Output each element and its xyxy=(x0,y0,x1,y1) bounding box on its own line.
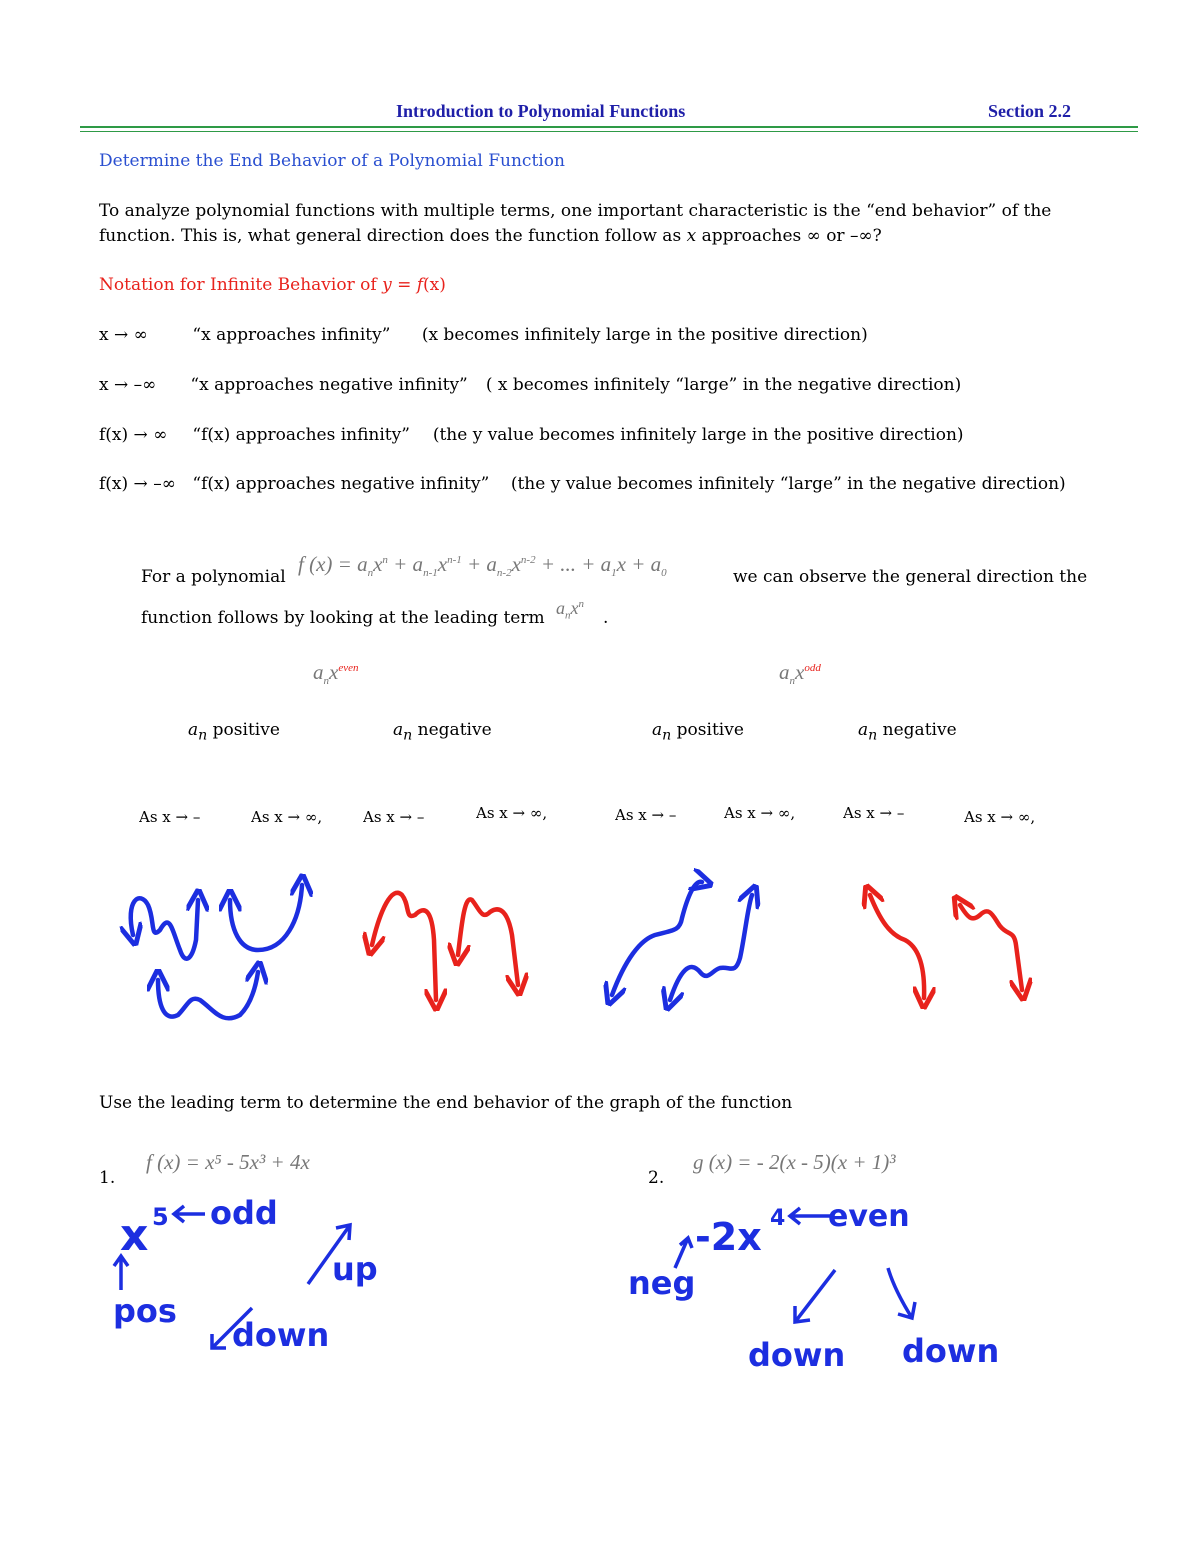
hand-exponent-2: 4 xyxy=(770,1206,786,1231)
as-label: As x → – xyxy=(843,804,905,822)
even-pos-curve xyxy=(230,885,302,950)
exercise-function-1: f (x) = x⁵ - 5x³ + 4x xyxy=(146,1150,310,1174)
hand-arrow-left-icon xyxy=(790,1208,830,1224)
section-label: Section 2.2 xyxy=(988,101,1071,121)
even-neg-curve xyxy=(372,893,436,1000)
as-label: As x → ∞, xyxy=(476,804,548,822)
hand-term-2: -2x xyxy=(695,1215,762,1259)
odd-pos-curve xyxy=(612,882,702,995)
polynomial-lead-end: we can observe the general direction the xyxy=(733,567,1088,587)
even-pos-curve xyxy=(158,972,258,1018)
col-odd-positive: $a_n$ positive xyxy=(652,720,744,744)
as-label: As x → ∞, xyxy=(964,808,1036,826)
odd-neg-curve xyxy=(870,895,924,998)
odd-term-label: $a_nx^{odd}$ xyxy=(779,660,821,688)
leading-term: $a_nx^n$ xyxy=(556,598,584,622)
polynomial-formula: f $(x) = a_nx^n + a_{n-1}x^{n-1} + a_{n-2}x^{n-2}$ + ... + $a_1x + a_0$ xyxy=(298,552,667,580)
notation-row: x → –∞ “x approaches negative infinity” ( x becomes infinitely “large” in the negative direction) xyxy=(99,375,962,395)
hand-up: up xyxy=(332,1250,378,1288)
polynomial-period: . xyxy=(603,608,609,628)
intro-line-2: function. This is, what general direction does the function follow as x approaches ∞ or –∞? xyxy=(99,226,882,246)
as-label: As x → ∞, xyxy=(724,804,796,822)
hand-arrow-downleft-icon xyxy=(795,1270,835,1322)
as-label: As x → – xyxy=(615,806,677,824)
hand-down-2: down xyxy=(748,1336,846,1374)
notation-row: x → ∞ “x approaches infinity” (x becomes infinitely large in the positive direction) xyxy=(99,325,868,345)
col-odd-negative: $a_n$ negative xyxy=(858,720,957,744)
exercise-number-1: 1. xyxy=(99,1168,116,1188)
hand-down-1: down xyxy=(232,1316,330,1354)
as-label: As x → – xyxy=(139,808,201,826)
odd-neg-curve xyxy=(960,905,1022,990)
even-term-label: $a_nx^{even}$ xyxy=(313,660,359,688)
even-neg-curve xyxy=(458,899,518,985)
exercise-function-2: g (x) = - 2(x - 5)(x + 1)³ xyxy=(693,1150,896,1174)
hand-term-1: x xyxy=(120,1210,149,1261)
hand-exponent-1: 5 xyxy=(152,1203,169,1231)
as-label: As x → – xyxy=(363,808,425,826)
hand-neg: neg xyxy=(628,1264,696,1302)
hand-arrow-downright-icon xyxy=(888,1268,915,1318)
hand-arrow-up-icon xyxy=(114,1256,128,1290)
hand-pos: pos xyxy=(113,1292,177,1330)
even-pos-curve xyxy=(131,898,198,958)
hand-odd: odd xyxy=(210,1194,278,1232)
polynomial-lead: For a polynomial xyxy=(141,567,286,587)
section-heading: Determine the End Behavior of a Polynomial Function xyxy=(99,151,565,171)
polynomial-line-2: function follows by looking at the leading term xyxy=(141,608,545,628)
col-even-negative: $a_n$ negative xyxy=(393,720,492,744)
col-even-positive: $a_n$ positive xyxy=(188,720,280,744)
notation-title: Notation for Infinite Behavior of y = f(x) xyxy=(99,275,446,295)
hand-even: even xyxy=(828,1199,910,1234)
problem-2-notes xyxy=(628,1199,999,1374)
problem-1-notes xyxy=(113,1194,378,1354)
page-title: Introduction to Polynomial Functions xyxy=(396,101,686,121)
hand-down-3: down xyxy=(902,1332,1000,1370)
intro-line-1: To analyze polynomial functions with multiple terms, one important characteristic is the “end behavior” of the xyxy=(99,201,1052,221)
notation-row: f(x) → ∞ “f(x) approaches infinity” (the y value becomes infinitely large in the positive direction) xyxy=(99,425,964,445)
as-label: As x → ∞, xyxy=(251,808,323,826)
exercise-prompt: Use the leading term to determine the end behavior of the graph of the function xyxy=(99,1093,793,1113)
notation-row: f(x) → –∞ “f(x) approaches negative infinity” (the y value becomes infinitely “large” in the negative direction) xyxy=(99,474,1066,494)
hand-arrow-left-icon xyxy=(174,1206,205,1222)
exercise-number-2: 2. xyxy=(648,1168,665,1188)
